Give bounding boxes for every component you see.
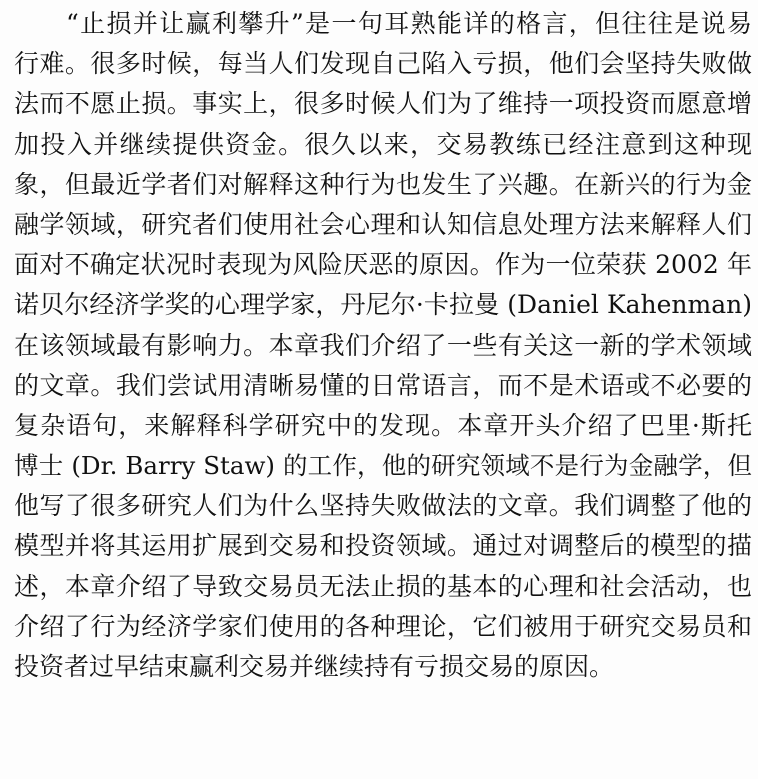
text-line-5: 象，但最近学者们对解释这种行为也发生了兴趣。在新兴的行为金 xyxy=(14,169,752,199)
text-line-2: 行难。很多时候，每当人们发现自己陷入亏损，他们会坚持失败做 xyxy=(14,49,752,79)
text-line-3: 法而不愿止损。事实上，很多时候人们为了维持一项投资而愿意增 xyxy=(14,89,752,119)
text-line-7: 面对不确定状况时表现为风险厌恶的原因。作为一位荣获 2002 年 xyxy=(14,250,752,280)
text-line-10: 的文章。我们尝试用清晰易懂的日常语言，而不是术语或不必要的 xyxy=(14,370,752,400)
text-line-12: 博士 (Dr. Barry Staw) 的工作，他的研究领域不是行为金融学，但 xyxy=(14,451,752,481)
text-line-6: 融学领域，研究者们使用社会心理和认知信息处理方法来解释人们 xyxy=(14,209,752,239)
text-line-11: 复杂语句，来解释科学研究中的发现。本章开头介绍了巴里·斯托 xyxy=(14,410,752,440)
text-line-15: 述，本章介绍了导致交易员无法止损的基本的心理和社会活动，也 xyxy=(14,571,752,601)
text-line-13: 他写了很多研究人们为什么坚持失败做法的文章。我们调整了他的 xyxy=(14,491,752,521)
text-line-17: 投资者过早结束赢利交易并继续持有亏损交易的原因。 xyxy=(14,652,615,681)
text-line-14: 模型并将其运用扩展到交易和投资领域。通过对调整后的模型的描 xyxy=(14,531,752,561)
text-line-8: 诺贝尔经济学奖的心理学家，丹尼尔·卡拉曼 (Daniel Kahenman) xyxy=(14,290,752,320)
text-line-9: 在该领域最有影响力。本章我们介绍了一些有关这一新的学术领域 xyxy=(14,330,752,360)
text-line-1: “止损并让赢利攀升”是一句耳熟能详的格言，但往往是说易 xyxy=(66,9,752,38)
paragraph xyxy=(14,4,752,687)
text-line-16: 介绍了行为经济学家们使用的各种理论，它们被用于研究交易员和 xyxy=(14,611,752,641)
text-line-4: 加投入并继续提供资金。很久以来，交易教练已经注意到这种现 xyxy=(14,129,752,159)
